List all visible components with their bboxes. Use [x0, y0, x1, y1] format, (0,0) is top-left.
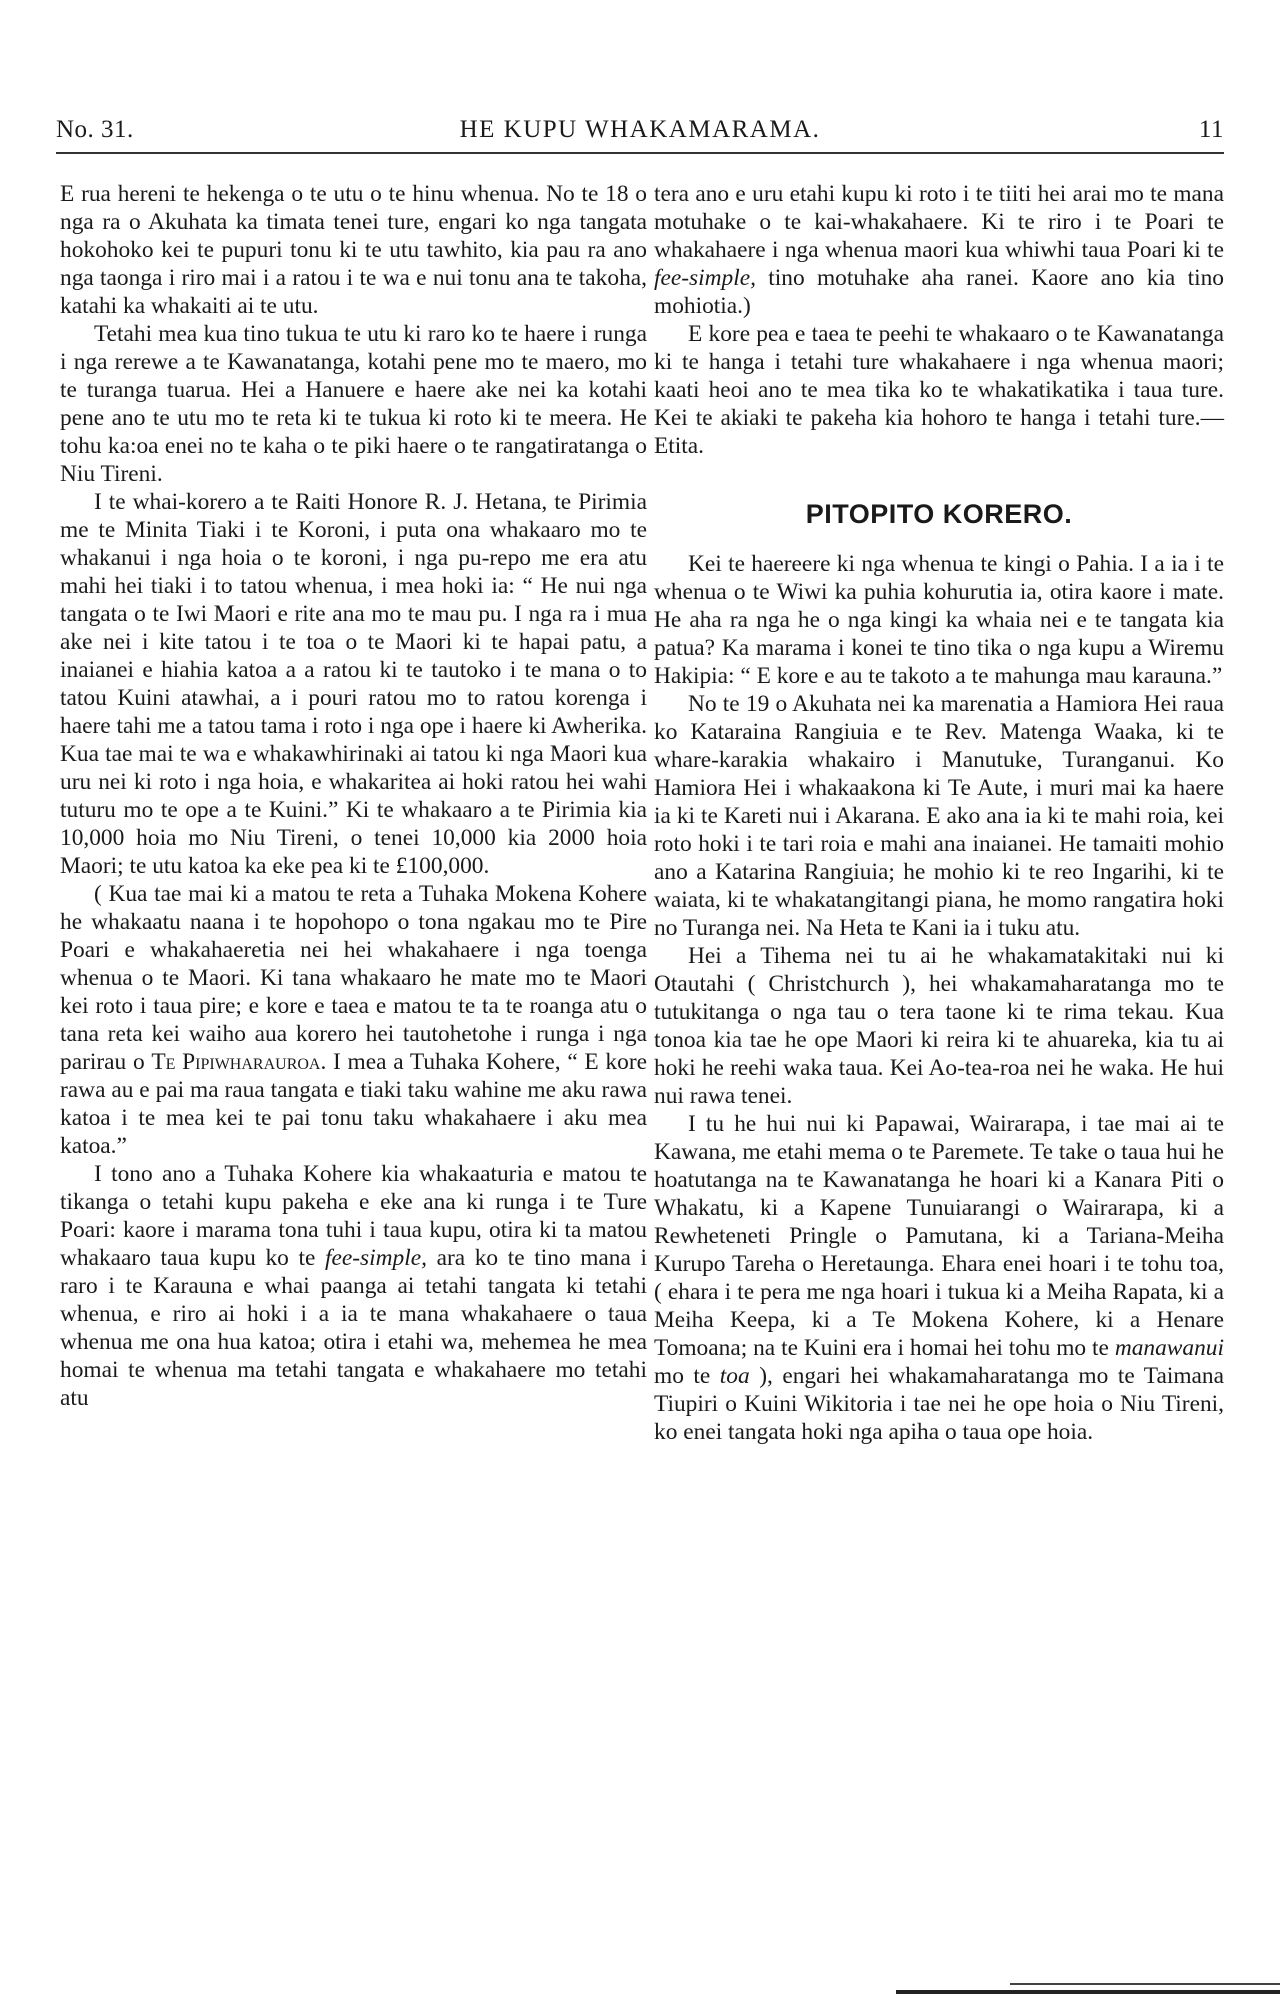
text-run: ara ko te tino mana i raro i te Karauna e whai paanga ai tetahi tangata ki tetahi whenua, e riro ai hoki i a ia te mana whakahaere o taua whenua me ona hua katoa; otira i etahi wa, mehemea he mea homai te whenua ma tetahi tangata e whakahaere mo tetahi atu — [60, 1245, 647, 1411]
text-run: mo te — [654, 1363, 720, 1389]
text-run: ( Kua tae mai ki a matou te reta a Tuhaka Mokena Kohere he whakaatu naana i te hopohopo o tona ngakau mo te Pire Poari e whakahaeretia nei hei whakahaere i nga toenga whenua o te Maori. Ki tana whakaaro he mate mo te Maori kei roto i taua pire; e kore e taea e matou te ta te roanga atu o tana reta kei waiho aua korero hei tautohetohe i runga i nga parirau o — [60, 881, 647, 1075]
text-run: I tu he hui nui ki Papawai, Wairarapa, i tae mai ai te Kawana, me etahi mema o te Paremete. Te take o taua hui he hoatutanga na te Kawanatanga he hoari ki a Kanara Piti o Whakatu, ki a Kapene Tunuiarangi o Wairarapa, ki a Rewheteneti Pringle o Pamutana, ki a Tariana-Meiha Kurupo Tareha o Heretaunga. Ehara enei hoari i te tohu toa, ( ehara i te pera me nga hoari i tukua ki a Meiha Rapata, ki a Meiha Keepa, ki a Te Mokena Kohere, ki a Henare Tomoana; na te Kuini era i homai hei tohu mo te — [654, 1111, 1224, 1361]
paragraph: E rua hereni te hekenga o te utu o te hinu whenua. No te 18 o nga ra o Akuhata ka timata tenei ture, engari ko nga tangata hokohoko kei te pupuri tonu ki te utu tawhito, kia pau ra ano nga taonga i riro mai i a ratou i te wa e nui tonu ana te takoha, katahi ka whakaiti ai te utu. — [60, 181, 647, 319]
paragraph — [654, 180, 1224, 320]
paragraph — [60, 1160, 647, 1412]
page-number: 11 — [1198, 116, 1224, 143]
paragraph: Hei a Tihema nei tu ai he whakamatakitaki nui ki Otautahi ( Christchurch ), hei whakamaharatanga mo te tutukitanga o nga tau o tera taone ki te rima tekau. Kua tonoa kia tae he ope Maori ki reira ki te ahuareka, kia tu ai hoki he reehi waka taua. Kei Ao-tea-roa nei he waka. He hui nui rawa tenei. — [654, 943, 1224, 1109]
newspaper-name: Te Pipiwharauroa — [151, 1049, 321, 1075]
paragraph — [654, 1110, 1224, 1446]
text-run: . I mea a Tuhaka Kohere, “ E kore rawa au e pai ma raua tangata e tiaki taku wahine me aku rawa katoa i te mea kei te pai tonu taku whakahaere i aku mea katoa.” — [60, 1049, 647, 1159]
paragraph: I te whai-korero a te Raiti Honore R. J. Hetana, te Pirimia me te Minita Tiaki i te Koroni, i puta ona whakaaro mo te whakanui i nga hoia o te koroni, i nga pu-repo me era atu mahi hei tiaki i to tatou whenua, i mea hoki ia: “ He nui nga tangata o te Iwi Maori e rite ana mo te mau pu. I nga ra i mua ake nei i kite tatou i te toa o te Maori ki te hapai patu, a inaianei e hiahia katoa a a ratou ki te tautoko i te mana o to tatou Kuini atawhai, a i pouri ratou mo to ratou korenga i haere tahi me a tatou tama i roto i nga ope i haere ki Awherika. Kua tae mai te wa e whakawhirinaki ai tatou ki nga Maori kua uru nei ki roto i nga hoia, e whakaritea ai hoki ratou hei wahi tuturu mo te ope a te Kuini.” Ki te whakaaro a te Pirimia kia 10,000 hoia mo Niu Tireni, o tenei 10,000 kia 2000 hoia Maori; te utu katoa ka eke pea ki te £100,000. — [60, 489, 647, 879]
publication-title: HE KUPU WHAKAMARAMA. — [459, 116, 821, 143]
header-rule — [56, 152, 1224, 154]
italic-term: fee-simple, — [324, 1245, 427, 1271]
footer-rule — [896, 1990, 1280, 1994]
text-run: tino motuhake aha ranei. Kaore ano kia tino mohiotia.) — [654, 265, 1224, 319]
section-heading: PITOPITO KORERO. — [805, 499, 1073, 529]
italic-term: fee-simple, — [654, 265, 756, 291]
paragraph: No te 19 o Akuhata nei ka marenatia a Hamiora Hei raua ko Kataraina Rangiuia e te Rev. Matenga Waaka, ki te whare-karakia whakairo i Manutuke, Turanganui. Ko Hamiora Hei i whakaakona ki Te Aute, i muri mai ka haere ia ki te Kareti nui i Akarana. E ako ana ia ki te mahi roia, kei roto hoki i te tari roia e mahi ana inaianei. He tamaiti mohio ano a Katarina Rangiuia; he mohio ki te reo Ingarihi, ki te waiata, ki te whakatangitangi piana, he momo rangatira hoki no Turanga nei. Na Heta te Kani ia i tuku atu. — [654, 691, 1224, 941]
footer-rule-thin — [1010, 1983, 1280, 1985]
text-run: tera ano e uru etahi kupu ki roto i te tiiti hei arai mo te mana motuhake o te kai-whakahaere. Ki te riro i te Poari te whakahaere i nga whenua maori kua whiwhi taua Poari ki te — [654, 181, 1224, 263]
paragraph: Tetahi mea kua tino tukua te utu ki raro ko te haere i runga i nga rerewe a te Kawanatanga, kotahi pene mo te maero, mo te turanga tuarua. Hei a Hanuere e haere ake nei ka kotahi pene ano te utu mo te reta ki te tukua ki roto ki te meera. He tohu ka:oa enei no te kaha o te piki haere o te rangatiratanga o Niu Tireni. — [60, 321, 647, 487]
text-run: ), engari hei whakamaharatanga mo te Taimana Tiupiri o Kuini Wikitoria i tae nei he ope hoia o Niu Tireni, ko enei tangata hoki nga apiha o taua ope hoia. — [654, 1363, 1224, 1445]
italic-term: manawanui — [1114, 1335, 1224, 1361]
left-column — [60, 180, 647, 1412]
paragraph: Kei te haereere ki nga whenua te kingi o Pahia. I a ia i te whenua o te Wiwi ka puhia kohurutia ia, otira kaore i mate. He aha ra nga he o nga kingi ka whaia nei e te tangata kia patua? Ka marama i konei te tino tika o nga kupu a Wiremu Hakipia: “ E kore e au te takoto a te mahunga mau karauna.” — [654, 551, 1224, 689]
issue-number: No. 31. — [56, 116, 134, 143]
paragraph: E kore pea e taea te peehi te whakaaro o te Kawanatanga ki te hanga i tetahi ture whakahaere i nga whenua maori; kaati heoi ano te mea tika ko te whakatikatika i taua ture. Kei te akiaki te pakeha kia hohoro te hanga i tetahi ture.— Etita. — [654, 321, 1224, 459]
paragraph — [60, 880, 647, 1160]
right-column — [654, 180, 1224, 1446]
text-run: I tono ano a Tuhaka Kohere kia whakaaturia e matou te tikanga o tetahi kupu pakeha e eke ana ki runga i te Ture Poari: kaore i marama tona tuhi i taua kupu, otira ki ta matou whakaaro taua kupu ko te — [60, 1161, 647, 1271]
running-head — [56, 110, 1224, 150]
italic-term: toa — [719, 1363, 750, 1389]
